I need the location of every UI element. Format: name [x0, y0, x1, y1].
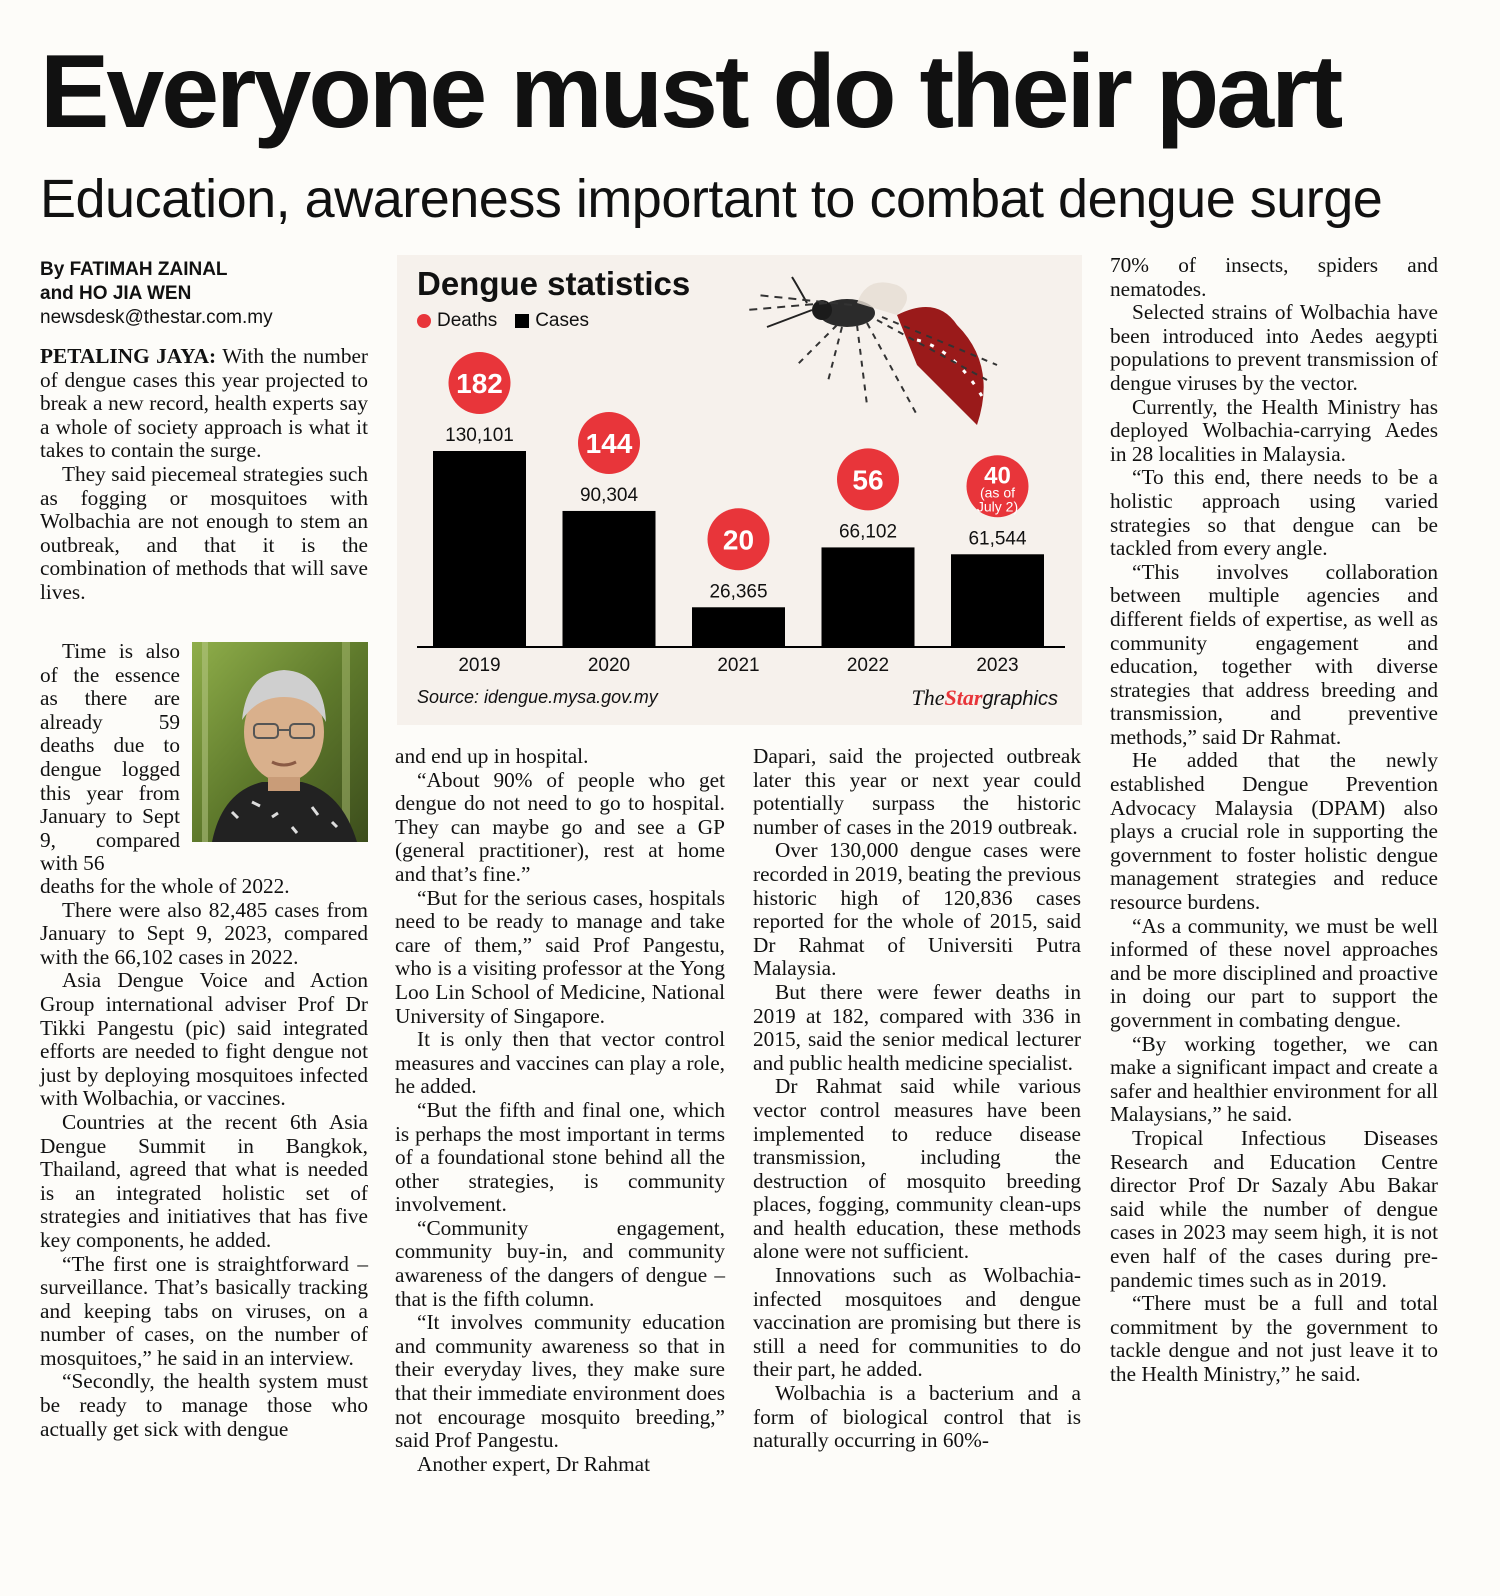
article-paragraph: “As a community, we must be well informed of these novel approaches and be more disciplined and proactive in doing our part to support the government in combating dengue. [1110, 913, 1438, 1032]
dengue-statistics-chart [397, 255, 1082, 725]
article-paragraph: Asia Dengue Voice and Action Group international adviser Prof Dr Tikki Pangestu (pic) said integrated efforts are needed to fight dengue not just by deploying mosquitoes infected with Wolbachia, or vaccines. [40, 968, 368, 1111]
mosquito-illustration [747, 277, 997, 425]
x-tick-label: 2022 [846, 655, 890, 676]
x-tick-label: 2023 [976, 655, 1019, 676]
article-paragraph: Another expert, Dr Rahmat [417, 1451, 651, 1476]
article-paragraph: It is only then that vector control measures and vaccines can play a role, he added. [395, 1027, 725, 1099]
article-paragraph: deaths for the whole of 2022. [40, 874, 290, 898]
brand-the: The [911, 685, 945, 710]
deaths-value-label: 56 [852, 464, 884, 496]
article-column-4 [1110, 254, 1438, 1387]
legend-deaths-swatch [417, 314, 431, 328]
article-paragraph: Tropical Infectious Diseases Research and Education Centre director Prof Dr Sazaly Abu Bakar said while the number of dengue cases in 2023 may seem high, it is not even half of the cases during pre-pandemic times such as in 2019. [1110, 1125, 1438, 1292]
portrait-image [192, 642, 368, 842]
deaths-value-label: 20 [722, 524, 755, 556]
brand-star: Star [944, 685, 983, 710]
article-paragraph: “To this end, there needs to be a holistic approach using varied strategies so that dengue can be tackled from every angle. [1110, 465, 1438, 561]
portrait-photo [192, 642, 368, 842]
deaths-value-label: 40 [984, 462, 1011, 490]
bar-value-label: 90,304 [579, 484, 639, 506]
chart-legend [417, 310, 589, 332]
article-paragraph: “The first one is straightforward – surveillance. That’s basically tracking and keeping tabs on viruses, on a number of cases, on the number of mosquitoes,” he said in an interview. [40, 1251, 368, 1370]
article-paragraph: “This involves collaboration between multiple agencies and different fields of expertise, as well as community engagement and education, together with diverse strategies that address breeding and transmission, and preventive methods,” said Dr Rahmat. [1110, 559, 1438, 749]
article-paragraph: “Secondly, the health system must be ready to manage those who actually get sick with dengue [40, 1369, 368, 1441]
article-paragraph: “It involves community education and community awareness so that in their everyday lives, they make sure that their immediate environment does not encourage mosquito breeding,” said Prof Pangestu. [395, 1310, 725, 1453]
article-paragraph: Innovations such as Wolbachia-infected mosquitoes and dengue vaccination are promising but there is still a need for communities to do their part, he added. [753, 1263, 1081, 1382]
deaths-annotation: July 2) [976, 498, 1019, 515]
legend-cases-label: Cases [535, 310, 590, 331]
brand-graphics: graphics [982, 688, 1058, 710]
article-paragraph: But there were fewer deaths in 2019 at 182, compared with 336 in 2015, said the senior medical lecturer and public health medicine specialist. [753, 979, 1081, 1075]
article-paragraph: 70% of insects, spiders and nematodes. [1110, 253, 1438, 301]
deaths-annotation: (as of [979, 484, 1016, 501]
article-text: With the number of dengue cases this year projected to break a new record, health experts say a whole of society approach is what it takes to contain the surge. [40, 344, 369, 463]
article-column-2 [395, 745, 725, 1476]
article-paragraph: He added that the newly established Dengue Prevention Advocacy Malaysia (DPAM) also plays a crucial role in supporting the government to foster holistic dengue management strategies and reduce resource burdens. [1110, 748, 1438, 915]
headline: Everyone must do their part [40, 34, 1341, 150]
article-column-1-top [40, 345, 368, 605]
article-column-1-wrap [40, 640, 180, 876]
x-tick-label: 2021 [717, 655, 760, 676]
subheadline: Education, awareness important to combat dengue surge [40, 169, 1383, 229]
legend-deaths-label: Deaths [437, 310, 498, 331]
article-paragraph: “But the fifth and final one, which is perhaps the most important in terms of a foundational stone behind all the other strategies, is community involvement. [395, 1097, 725, 1217]
bar-cases-2022 [822, 547, 915, 647]
byline-author-1: By FATIMAH ZAINAL [40, 259, 228, 280]
article-paragraph: and end up in hospital. [395, 744, 589, 768]
article-paragraph: Dapari, said the projected outbreak later this year or next year could potentially surpass the historic number of cases in the 2019 outbreak. [753, 744, 1081, 839]
article-paragraph: Selected strains of Wolbachia have been introduced into Aedes aegypti populations to prevent transmission of dengue viruses by the vector. [1110, 300, 1438, 395]
article-paragraph: “Community engagement, community buy-in, and community awareness of the dangers of dengue – that is the fifth column. [395, 1215, 725, 1311]
bar-cases-2019 [433, 451, 526, 647]
bar-cases-2023 [951, 554, 1044, 647]
x-tick-label: 2020 [587, 655, 631, 676]
bar-value-label: 26,365 [709, 581, 768, 603]
article-paragraph [40, 345, 368, 463]
article-paragraph: Over 130,000 dengue cases were recorded in 2019, beating the previous historic high of 120,836 cases reported for the whole of 2015, said Dr Rahmat of Universiti Putra Malaysia. [753, 838, 1081, 981]
article-column-3 [753, 745, 1081, 1453]
bar-value-label: 130,101 [445, 425, 514, 446]
chart-source: Source: idengue.mysa.gov.my [417, 687, 658, 707]
article-paragraph: Currently, the Health Ministry has deployed Wolbachia-carrying Aedes in 28 localities in Malaysia. [1110, 394, 1438, 466]
article-paragraph: “By working together, we can make a significant impact and create a safer and healthier environment for all Malaysians,” he said. [1110, 1031, 1438, 1127]
bar-cases-2021 [692, 607, 785, 647]
dateline: PETALING JAYA: [40, 344, 217, 368]
article-paragraph: “There must be a full and total commitment by the government to tackle dengue and not just leave it to the Health Ministry,” he said. [1110, 1291, 1438, 1386]
byline-author-2: and HO JIA WEN [40, 283, 192, 304]
article-paragraph: Wolbachia is a bacterium and a form of biological control that is naturally occurring in 60%- [753, 1381, 1081, 1453]
article-column-1-bottom [40, 875, 368, 1441]
article-paragraph: They said piecemeal strategies such as fogging or mosquitoes with Wolbachia are not enough to stem an outbreak, and that it is the combination of methods that will save lives. [40, 461, 368, 604]
bar-value-label: 66,102 [838, 521, 898, 543]
article-paragraph: There were also 82,485 cases from January to Sept 9, 2023, compared with the 66,102 cases in 2022. [40, 897, 368, 969]
article-paragraph: Countries at the recent 6th Asia Dengue Summit in Bangkok, Thailand, agreed that what is needed is an integrated holistic set of strategies and initiatives that has five key components, he added. [40, 1109, 368, 1252]
bar-value-label: 61,544 [968, 528, 1027, 550]
deaths-value-label: 182 [456, 368, 503, 399]
byline-email: newsdesk@thestar.com.my [40, 307, 273, 328]
bar-cases-2020 [563, 511, 656, 647]
star-graphics-logo [911, 685, 1058, 711]
article-paragraph: Dr Rahmat said while various vector control measures have been implemented to reduce disease transmission, including the destruction of mosquito breeding places, fogging, community clean-ups and health education, these methods alone were not sufficient. [753, 1074, 1081, 1264]
article-paragraph: “About 90% of people who get dengue do not need to go to hospital. They can maybe go and see a GP (general practitioner), rest at home and that’s fine.” [395, 767, 725, 886]
x-tick-label: 2019 [458, 655, 501, 676]
legend-cases-swatch [515, 314, 529, 328]
byline [40, 258, 273, 330]
deaths-value-label: 144 [585, 427, 633, 459]
chart-title: Dengue statistics [417, 265, 691, 302]
article-paragraph: Time is also of the essence as there are already 59 deaths due to dengue logged this year from January to Sept 9, compared with 56 [40, 639, 180, 876]
article-paragraph: “But for the serious cases, hospitals need to be ready to manage and take care of them,” said Prof Pangestu, who is a visiting professor at the Yong Loo Lin School of Medicine, National University of Singapore. [395, 885, 725, 1028]
